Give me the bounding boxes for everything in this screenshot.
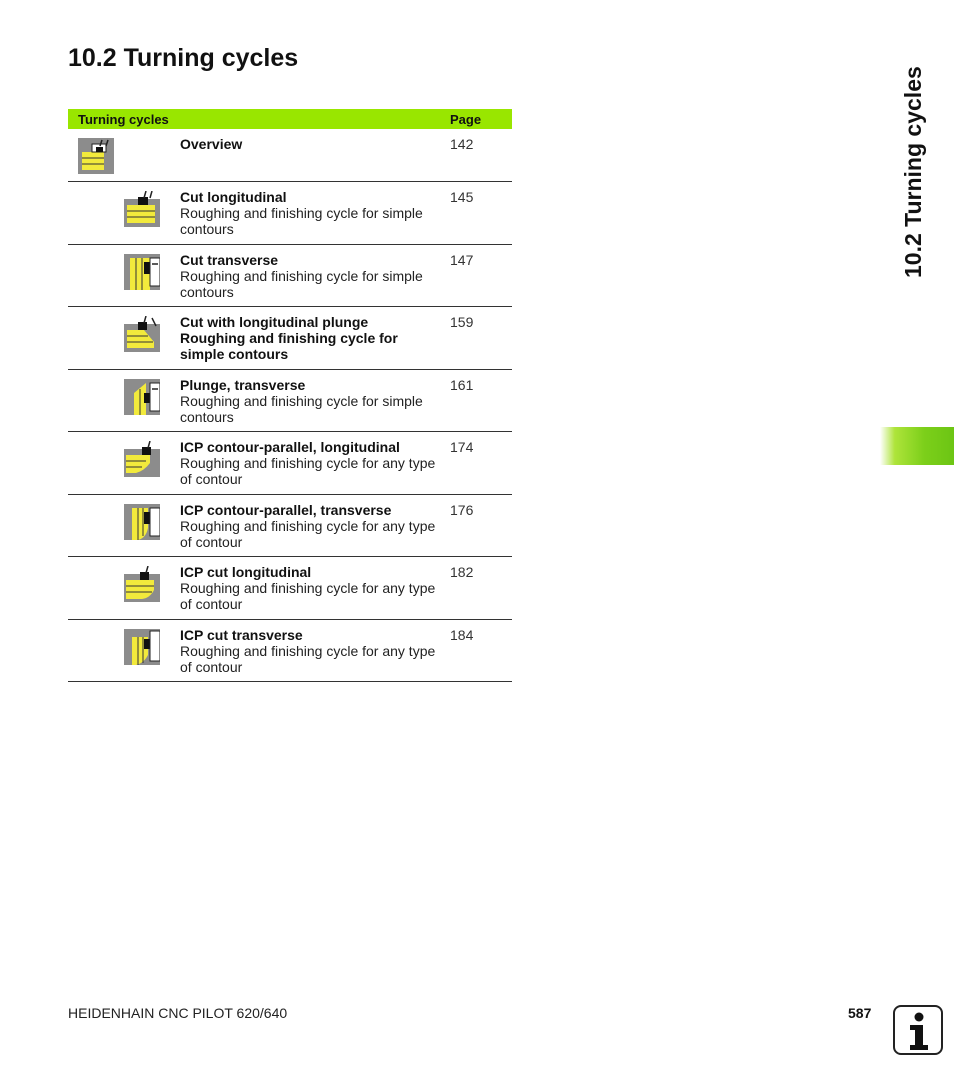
cycle-description: Roughing and finishing cycle for any type of contour xyxy=(180,643,436,675)
footer-product-name: HEIDENHAIN CNC PILOT 620/640 xyxy=(68,1005,288,1021)
cycle-name: ICP contour-parallel, transverse xyxy=(180,502,392,518)
header-page: Page xyxy=(450,111,482,127)
page-reference: 174 xyxy=(450,439,474,455)
page-reference: 147 xyxy=(450,252,474,268)
table-row xyxy=(68,307,512,370)
cycle-description: Roughing and finishing cycle for simple contours xyxy=(180,205,423,237)
cycle-description: Roughing and finishing cycle for any type of contour xyxy=(180,518,436,550)
page-reference: 182 xyxy=(450,564,474,580)
cycle-description: Roughing and finishing cycle for simple contours xyxy=(180,268,423,300)
cycle-name: Cut transverse xyxy=(180,252,279,268)
page-reference: 161 xyxy=(450,377,474,393)
cycle-name: ICP cut longitudinal xyxy=(180,564,312,580)
side-chapter-title-text: 10.2 Turning cycles xyxy=(900,66,926,278)
page-reference: 184 xyxy=(450,627,474,643)
cycle-name: ICP cut transverse xyxy=(180,627,303,643)
icp-cut-longitudinal-icon xyxy=(124,566,160,602)
page-title: 10.2 Turning cycles xyxy=(68,44,299,72)
icp-contour-parallel-longitudinal-icon xyxy=(124,441,160,477)
table-header xyxy=(68,109,512,129)
page-reference: 176 xyxy=(450,502,474,518)
cut-transverse-icon xyxy=(124,254,160,290)
cycle-name: ICP contour-parallel, longitudinal xyxy=(180,439,400,455)
table-row xyxy=(68,129,512,182)
cycle-name: Overview xyxy=(180,136,243,152)
table-row xyxy=(68,182,512,245)
info-glyph xyxy=(895,1007,941,1053)
page-reference: 145 xyxy=(450,189,474,205)
icp-cut-transverse-icon xyxy=(124,629,160,665)
page-reference: 159 xyxy=(450,314,474,330)
cycle-description: Roughing and finishing cycle for any type of contour xyxy=(180,580,436,612)
table-row xyxy=(68,432,512,495)
cycle-name: Cut with longitudinal plunge xyxy=(180,314,369,330)
table-row xyxy=(68,245,512,307)
cut-longitudinal-icon xyxy=(124,191,160,227)
chapter-tab-marker xyxy=(880,427,954,465)
table-row xyxy=(68,557,512,620)
info-icon xyxy=(893,1005,943,1055)
cycle-name: Cut longitudinal xyxy=(180,189,287,205)
turning-cycles-table xyxy=(68,109,512,682)
plunge-transverse-icon xyxy=(124,379,160,415)
table-row xyxy=(68,495,512,557)
cycle-description: Roughing and finishing cycle for simple contours xyxy=(180,330,398,362)
page-reference: 142 xyxy=(450,136,474,152)
cycle-name: Plunge, transverse xyxy=(180,377,306,393)
header-turning-cycles: Turning cycles xyxy=(78,111,169,127)
cycle-description: Roughing and finishing cycle for simple contours xyxy=(180,393,423,425)
icp-contour-parallel-transverse-icon xyxy=(124,504,160,540)
footer-page-number: 587 xyxy=(848,1005,872,1021)
cycle-description: Roughing and finishing cycle for any type of contour xyxy=(180,455,436,487)
overview-cycle-icon xyxy=(78,138,114,174)
longitudinal-plunge-icon xyxy=(124,316,160,352)
table-row xyxy=(68,620,512,682)
table-row xyxy=(68,370,512,432)
side-chapter-title xyxy=(895,52,931,278)
